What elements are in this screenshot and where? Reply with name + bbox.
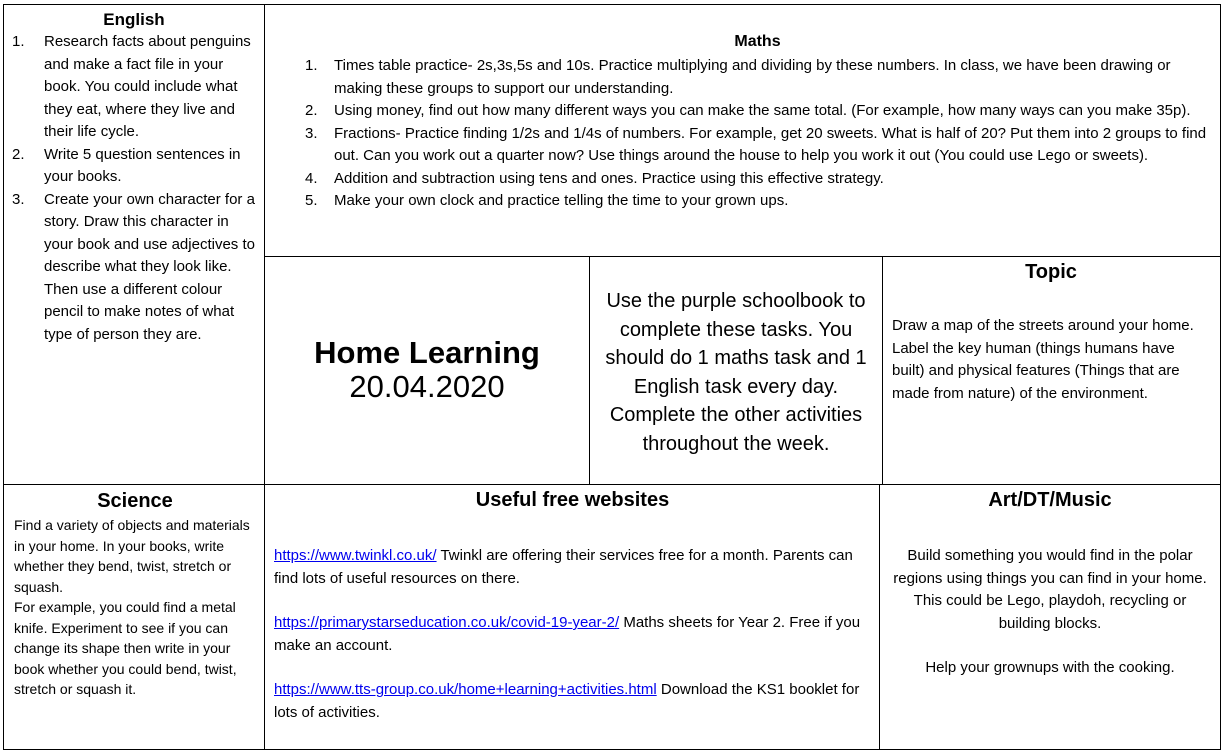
art-title: Art/DT/Music	[988, 489, 1112, 511]
website-description: Download the KS1 booklet for lots of activities.	[274, 681, 860, 721]
science-panel	[3, 484, 265, 750]
maths-title: Maths	[734, 33, 781, 50]
website-entry	[274, 679, 871, 724]
maths-task-list	[305, 55, 1210, 213]
home-learning-panel	[264, 256, 590, 485]
task-text: Fractions- Practice finding 1/2s and 1/4s of numbers. For example, get 20 sweets. What is half of 20? Put them into 2 groups to find out. Can you work out a quarter now? Use things around the house to help you work it out (You could use Lego or sweets).	[334, 124, 1207, 164]
page-date: 20.04.2020	[349, 368, 505, 404]
task-text: Addition and subtraction using tens and ones. Practice using this effective strategy.	[334, 169, 884, 187]
art-panel	[879, 484, 1221, 750]
maths-task	[305, 100, 1210, 123]
list-number: 2.	[305, 102, 318, 119]
task-text: Create your own character for a story. Draw this character in your book and use adjectives to describe what they look like. Then use a different colour pencil to make notes of what type of person they are.	[44, 190, 255, 343]
task-text: Write 5 question sentences in your books.	[44, 145, 241, 185]
art-paragraph: Build something you would find in the polar regions using things you can find in your home. This could be Lego, playdoh, recycling or building blocks.	[893, 547, 1207, 632]
science-paragraph: Find a variety of objects and materials in your home. In your books, write whether they bend, twist, stretch or squash.	[14, 517, 250, 595]
maths-task	[305, 190, 1210, 213]
tts-group-link[interactable]: https://www.tts-group.co.uk/home+learning+activities.html	[274, 681, 657, 698]
list-number: 5.	[305, 192, 318, 209]
english-task-list	[12, 31, 256, 346]
website-description: Twinkl are offering their services free for a month. Parents can find lots of useful resources on there.	[274, 547, 853, 587]
list-number: 3.	[305, 124, 318, 142]
task-text: Times table practice- 2s,3s,5s and 10s. Practice multiplying and dividing by these numbers. In class, we have been drawing or making these groups to support our understanding.	[334, 57, 1171, 97]
maths-task	[305, 123, 1210, 168]
topic-text: Draw a map of the streets around your home. Label the key human (things humans have built) and physical features (Things that are made from nature) of the environment.	[892, 317, 1194, 402]
list-number: 3.	[12, 190, 25, 208]
instructions-text: Use the purple schoolbook to complete these tasks. You should do 1 maths task and 1 English task every day. Complete the other activities throughout the week.	[605, 290, 867, 455]
twinkl-link[interactable]: https://www.twinkl.co.uk/	[274, 547, 437, 564]
english-task	[12, 144, 256, 189]
list-number: 1.	[12, 33, 25, 50]
task-text: Using money, find out how many different ways you can make the same total. (For example, how many ways can you make 35p).	[334, 102, 1191, 119]
maths-panel	[264, 4, 1221, 257]
topic-title: Topic	[1025, 261, 1077, 283]
list-number: 1.	[305, 57, 318, 74]
art-paragraph: Help your grownups with the cooking.	[925, 659, 1175, 676]
websites-panel	[264, 484, 880, 750]
maths-task	[305, 55, 1210, 100]
instructions-panel	[589, 256, 883, 485]
maths-task	[305, 168, 1210, 191]
website-entry	[274, 545, 871, 590]
page-title: Home Learning	[314, 334, 540, 370]
english-task	[12, 189, 256, 347]
list-number: 4.	[305, 169, 318, 187]
website-description: Maths sheets for Year 2. Free if you make an account.	[274, 614, 861, 654]
task-text: Make your own clock and practice telling the time to your grown ups.	[334, 192, 789, 209]
english-task	[12, 31, 256, 144]
list-number: 2.	[12, 145, 25, 163]
science-title: Science	[97, 490, 173, 512]
website-entry	[274, 612, 871, 657]
websites-title: Useful free websites	[475, 489, 670, 511]
task-text: Research facts about penguins and make a fact file in your book. You could include what they eat, where they live and their life cycle.	[44, 33, 251, 140]
primary-stars-link[interactable]: https://primarystarseducation.co.uk/covid-19-year-2/	[274, 614, 620, 631]
science-paragraph: For example, you could find a metal knife. Experiment to see if you can change its shape then write in your book whether you could bend, twist, stretch or squash it.	[14, 599, 237, 697]
english-panel	[3, 4, 265, 485]
english-title: English	[103, 10, 165, 29]
topic-panel	[882, 256, 1221, 485]
